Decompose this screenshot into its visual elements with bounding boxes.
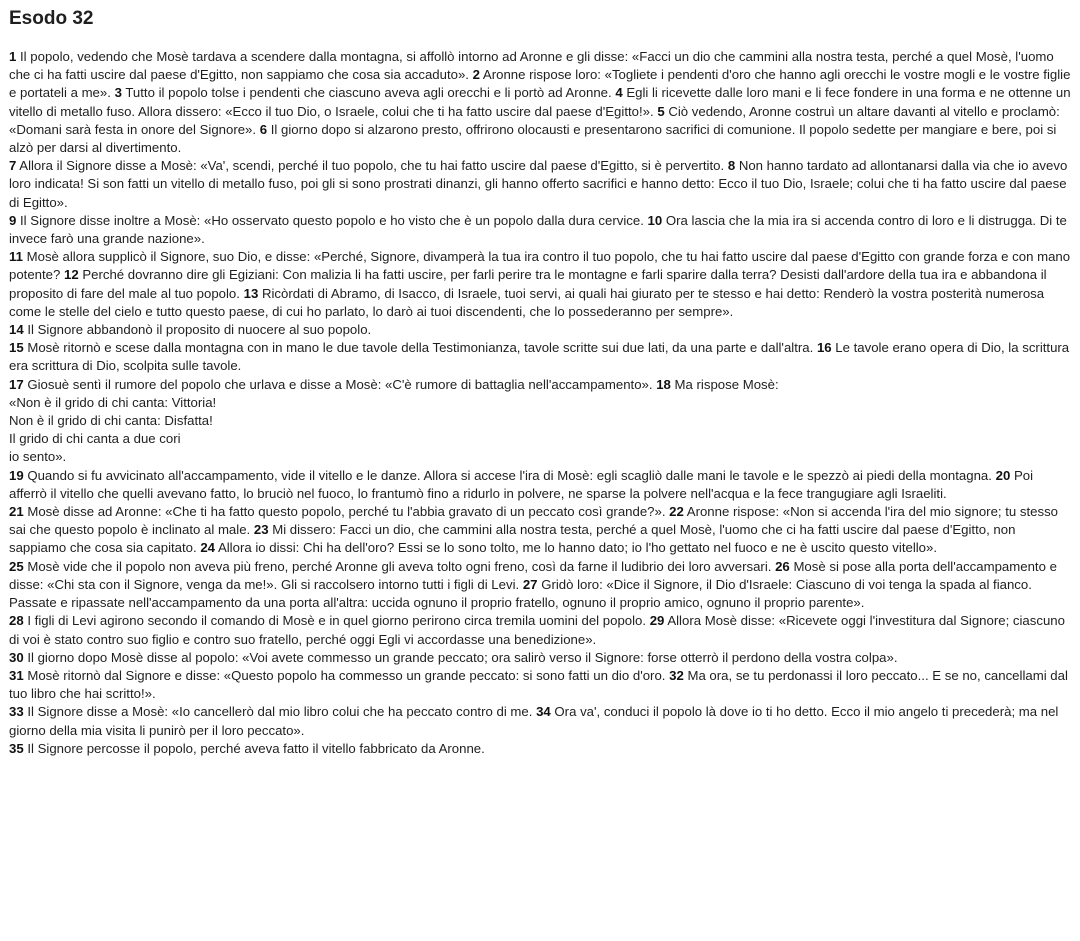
verse-number: 29 — [649, 613, 665, 629]
verse-number: 32 — [669, 667, 684, 683]
verse-text: Aronne rispose loro: «Togliete i pendenti d'oro che hanno agli orecchi le vostre mogli e le vostre figlie e portateli a me». — [9, 67, 1071, 101]
verse-number: 8 — [727, 158, 736, 174]
paragraph — [9, 558, 1071, 613]
paragraph — [9, 503, 1071, 558]
verse-number: 9 — [9, 212, 17, 228]
paragraph — [9, 248, 1071, 321]
verse-number: 5 — [657, 103, 665, 119]
verse-number: 21 — [9, 504, 24, 520]
verse-number: 35 — [9, 740, 24, 756]
verse-number: 14 — [9, 322, 24, 338]
paragraph — [9, 467, 1071, 503]
verse-text: Non hanno tardato ad allontanarsi dalla via che io avevo loro indicata! Si son fatti un vitello di metallo fuso, poi gli si sono prostrati dinanzi, gli hanno offerto sacrifici e hanno detto: Ecco il tuo Dio, Israele; colui che ti ha fatto uscire dal paese di Egitto». — [9, 158, 1068, 210]
poem-block — [9, 394, 1071, 467]
verse-text: Mi dissero: Facci un dio, che cammini alla nostra testa, perché a quel Mosè, l'uomo che ci ha fatti uscire dal paese d'Egitto, non sappiamo che cosa sia capitato. — [9, 522, 1016, 556]
verse-text: Il Signore disse inoltre a Mosè: «Ho osservato questo popolo e ho visto che è un popolo dalla dura cervice. — [20, 212, 644, 228]
verse-text: Il Signore disse a Mosè: «Io cancellerò dal mio libro colui che ha peccato contro di me. — [27, 704, 533, 720]
paragraph — [9, 321, 1071, 339]
verse-text: Poi afferrò il vitello che quelli avevano fatto, lo bruciò nel fuoco, lo frantumò fino a ridurlo in polvere, ne sparse la polvere nell'acqua e la fece trangugiare agli Israeliti. — [9, 467, 1034, 501]
verse-text: Gridò loro: «Dice il Signore, il Dio d'Israele: Ciascuno di voi tenga la spada al fianco. Passate e ripassate nell'accampamento da una porta all'altra: uccida ognuno il proprio fratello, ognuno il proprio amico, ognuno il proprio parente». — [9, 576, 1032, 611]
verse-text: Il popolo, vedendo che Mosè tardava a scendere dalla montagna, si affollò intorno ad Aronne e gli disse: «Facci un dio che cammini alla nostra testa, perché a quel Mosè, l'uomo che ci ha fatti uscire dal paese d'Egitto, non sappiamo che cosa sia accaduto». — [9, 49, 1054, 83]
verse-number: 1 — [9, 49, 17, 64]
verse-number: 28 — [9, 613, 24, 629]
poem-line: «Non è il grido di chi canta: Vittoria! — [9, 394, 217, 410]
verse-text: Mosè disse ad Aronne: «Che ti ha fatto questo popolo, perché tu l'abbia gravato di un peccato così grande?». — [27, 504, 666, 520]
verse-number: 33 — [9, 704, 24, 720]
verse-number: 20 — [995, 467, 1011, 483]
verse-number: 23 — [253, 522, 269, 538]
paragraph — [9, 649, 1071, 667]
verse-number: 18 — [656, 376, 671, 392]
verse-text: Aronne rispose: «Non si accenda l'ira del mio signore; tu stesso sai che questo popolo è inclinato al male. — [9, 504, 1059, 538]
chapter-body — [9, 48, 1071, 758]
verse-number: 7 — [9, 158, 17, 174]
poem-line: Il grido di chi canta a due cori — [9, 431, 181, 447]
verse-text: Allora io dissi: Chi ha dell'oro? Essi se lo sono tolto, me lo hanno dato; io l'ho gettato nel fuoco e ne è uscito questo vitello». — [217, 540, 938, 556]
verses-part-1 — [9, 48, 1071, 394]
verse-text: Ma rispose Mosè: — [674, 376, 779, 392]
verse-text: Ora lascia che la mia ira si accenda contro di loro e li distrugga. Di te invece farò una grande nazione». — [9, 212, 1067, 247]
verse-number: 34 — [536, 704, 551, 720]
verse-number: 26 — [775, 558, 790, 574]
page-title: Esodo 32 — [9, 8, 94, 29]
verse-number: 6 — [259, 121, 268, 137]
verse-text: Perché dovranno dire gli Egiziani: Con malizia li ha fatti uscire, per farli perire tra le montagne e farli sparire dalla terra? Desisti dall'ardore della tua ira e abbandona il proposito di fare del male al tuo popolo. — [9, 267, 1047, 301]
verse-text: Mosè vide che il popolo non aveva più freno, perché Aronne gli aveva tolto ogni freno, così da farne il ludibrio dei loro avversari. — [27, 558, 772, 574]
verse-number: 10 — [647, 212, 663, 228]
verse-number: 22 — [669, 504, 684, 520]
paragraph — [9, 212, 1071, 248]
paragraph — [9, 376, 1071, 394]
paragraph — [9, 740, 1071, 758]
verse-number: 12 — [64, 267, 79, 283]
verse-text: Il giorno dopo si alzarono presto, offrirono olocausti e presentarono sacrifici di comunione. Il popolo sedette per mangiare e bere, poi si alzò per darsi al divertimento. — [9, 121, 1057, 156]
verse-number: 4 — [615, 85, 623, 101]
verse-text: Egli li ricevette dalle loro mani e li fece fondere in una forma e ne ottenne un vitello di metallo fuso. Allora dissero: «Ecco il tuo Dio, o Israele, colui che ti ha fatto uscire dal paese d'Egitto!». — [9, 85, 1071, 119]
poem-line: Non è il grido di chi canta: Disfatta! — [9, 413, 213, 429]
verse-text: Mosè ritornò e scese dalla montagna con in mano le due tavole della Testimonianza, tavole scritte sui due lati, da una parte e dall'altra. — [27, 340, 814, 356]
verse-text: Mosè si pose alla porta dell'accampamento e disse: «Chi sta con il Signore, venga da me!». Gli si raccolsero intorno tutti i figli di Levi. — [9, 558, 1057, 592]
verse-number: 2 — [472, 67, 480, 83]
verse-number: 24 — [200, 540, 216, 556]
verse-text: Ricòrdati di Abramo, di Isacco, di Israele, tuoi servi, ai quali hai giurato per te stesso e hai detto: Renderò la vostra posterità numerosa come le stelle del cielo e tutto questo paese, di cui ho parlato, lo darò ai tuoi discendenti, che lo possederanno per sempre». — [9, 285, 1045, 319]
verse-number: 31 — [9, 667, 24, 683]
verse-text: Tutto il popolo tolse i pendenti che ciascuno aveva agli orecchi e li portò ad Aronne. — [125, 85, 612, 101]
paragraph — [9, 339, 1071, 375]
paragraph — [9, 612, 1071, 648]
verse-text: I figli di Levi agirono secondo il comando di Mosè e in quel giorno perirono circa tremila uomini del popolo. — [27, 613, 647, 629]
verse-number: 16 — [816, 340, 832, 356]
verse-text: Ora va', conduci il popolo là dove io ti ho detto. Ecco il mio angelo ti precederà; ma nel giorno della mia visita li punirò per il loro peccato». — [9, 704, 1059, 738]
verse-text: Il giorno dopo Mosè disse al popolo: «Voi avete commesso un grande peccato; ora salirò verso il Signore: forse otterrò il perdono della vostra colpa». — [27, 649, 898, 665]
verse-text: Allora Mosè disse: «Ricevete oggi l'investitura dal Signore; ciascuno di voi è stato contro suo figlio e contro suo fratello, perché oggi Egli vi accordasse una benedizione». — [9, 613, 1065, 647]
poem-line: io sento». — [9, 449, 67, 465]
verse-text: Il Signore percosse il popolo, perché aveva fatto il vitello fabbricato da Aronne. — [27, 740, 485, 756]
paragraph — [9, 48, 1071, 157]
verses-part-2 — [9, 467, 1071, 758]
verse-number: 17 — [9, 376, 24, 392]
document-page — [9, 6, 1071, 758]
verse-number: 15 — [9, 340, 24, 356]
paragraph — [9, 157, 1071, 212]
paragraph — [9, 703, 1071, 739]
verse-text: Ciò vedendo, Aronne costruì un altare davanti al vitello e proclamò: «Domani sarà festa in onore del Signore». — [9, 103, 1060, 137]
verse-number: 19 — [9, 467, 24, 483]
verse-text: Giosuè sentì il rumore del popolo che urlava e disse a Mosè: «C'è rumore di battaglia nell'accampamento». — [27, 376, 653, 392]
verse-number: 30 — [9, 649, 24, 665]
verse-number: 11 — [9, 249, 23, 265]
verse-number: 27 — [522, 576, 538, 592]
paragraph — [9, 667, 1071, 703]
verse-text: Il Signore abbandonò il proposito di nuocere al suo popolo. — [27, 322, 372, 338]
verse-number: 13 — [243, 285, 259, 301]
verse-text: Quando si fu avvicinato all'accampamento, vide il vitello e le danze. Allora si accese l'ira di Mosè: egli scagliò dalle mani le tavole e le spezzò ai piedi della montagna. — [27, 467, 992, 483]
verse-text: Allora il Signore disse a Mosè: «Va', scendi, perché il tuo popolo, che tu hai fatto uscire dal paese d'Egitto, si è pervertito. — [19, 158, 725, 174]
verse-text: Ma ora, se tu perdonassi il loro peccato... E se no, cancellami dal tuo libro che hai scritto!». — [9, 667, 1068, 702]
verse-text: Mosè allora supplicò il Signore, suo Dio, e disse: «Perché, Signore, divamperà la tua ira contro il tuo popolo, che tu hai fatto uscire dal paese d'Egitto con grande forza e con mano potente? — [9, 249, 1071, 283]
verse-number: 25 — [9, 558, 24, 574]
verse-number: 3 — [114, 85, 122, 101]
verse-text: Le tavole erano opera di Dio, la scrittura era scrittura di Dio, scolpita sulle tavole. — [9, 340, 1070, 374]
verse-text: Mosè ritornò dal Signore e disse: «Questo popolo ha commesso un grande peccato: si sono fatti un dio d'oro. — [27, 667, 666, 683]
